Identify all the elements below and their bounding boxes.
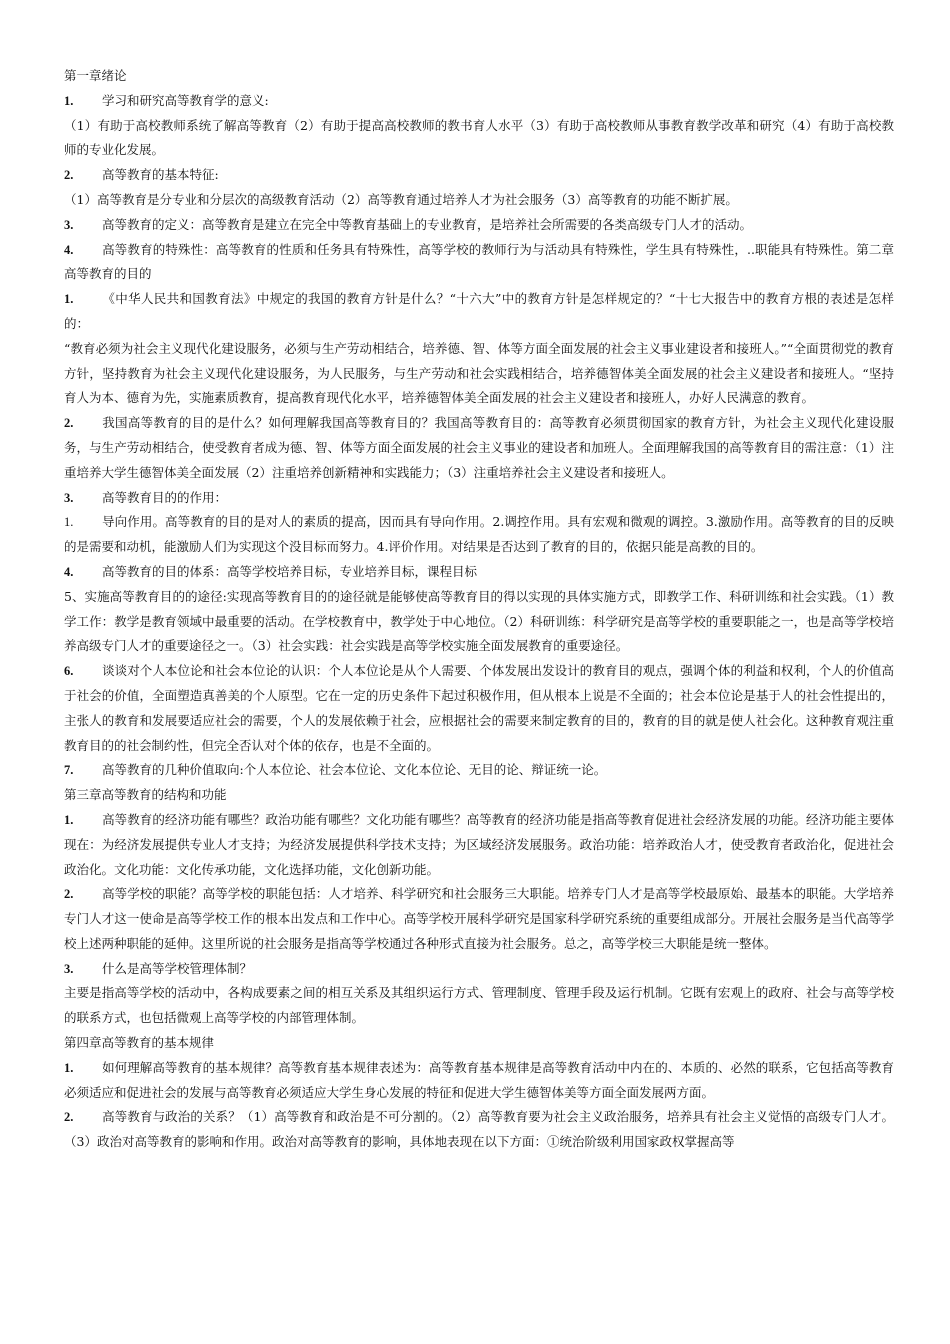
answer-text: 导向作用。高等教育的目的是对人的素质的提高，因而具有导向作用。2.调控作用。具有宏观和微观的调控。3.激励作用。高等教育的目的反映的是需要和动机，能激励人们为实现这个没目标而努力。4.评价作用。对结果是否达到了教育的目的，依据只能是高教的目的。 bbox=[64, 514, 894, 555]
item-number: 2. bbox=[64, 168, 74, 183]
chapter-title: 第一章绪论 bbox=[64, 68, 127, 83]
item-number: 1. bbox=[64, 812, 74, 827]
question-text: 如何理解高等教育的基本规律？高等教育基本规律表述为：高等教育基本规律是高等教育活动中内在的、本质的、必然的联系，它包括高等教育必须适应和促进社会的发展与高等教育必须适应大学生身心发展的特征和促进大学生德智体美等方面全面发展两方面。 bbox=[64, 1059, 894, 1100]
question bbox=[64, 957, 894, 982]
item-number: 1. bbox=[64, 1060, 74, 1075]
question bbox=[64, 238, 894, 288]
question: 5、实施高等教育目的的途径:实现高等教育目的的途径就是能够使高等教育目的得以实现的具体实施方式，即教学工作、科研训练和社会实践。（1）教学工作：教学是教育领域中最重要的活动。在学校教育中，教学处于中心地位。（2）科研训练：科学研究是高等学校的重要职能之一，也是高等学校培养高级专门人才的重要途径之一。（3）社会实践：社会实践是高等学校实施全面发展教育的重要途径。 bbox=[64, 588, 894, 654]
item-number: 1. bbox=[64, 515, 74, 530]
question-text: 高等学校的职能？高等学校的职能包括：人才培养、科学研究和社会服务三大职能。培养专门人才是高等学校最原始、最基本的职能。大学培养专门人才这一使命是高等学校工作的根本出发点和工作中心。高等学校开展科学研究是国家科学研究系统的重要组成部分。开展社会服务是当代高等学校上述两种职能的延伸。这里所说的社会服务是指高等学校通过各种形式直接为社会服务。总之，高等学校三大职能是统一整体。 bbox=[64, 886, 894, 951]
question bbox=[64, 213, 894, 238]
item-number: 2. bbox=[64, 887, 74, 902]
item-number: 3. bbox=[64, 490, 74, 505]
question-text: 高等教育的定义：高等教育是建立在完全中等教育基础上的专业教育，是培养社会所需要的各类高级专门人才的活动。 bbox=[102, 216, 753, 232]
question-text: 《中华人民共和国教育法》中规定的我国的教育方针是什么？“十六大”中的教育方针是怎样规定的？“十七大报告中的教育方根的表述是怎样的： bbox=[64, 291, 894, 331]
question-text: 高等教育的经济功能有哪些？政治功能有哪些？文化功能有哪些？高等教育的经济功能是指高等教育促进社会经济发展的功能。经济功能主要体现在：为经济发展提供专业人才支持；为经济发展提供科学技术支持；为区域经济发展服务。政治功能：培养政治人才，使受教育者政治化，促进社会政治化。文化功能：文化传承功能，文化选择功能，文化创新功能。 bbox=[64, 811, 894, 877]
question bbox=[64, 1056, 894, 1106]
question bbox=[64, 287, 894, 337]
question bbox=[64, 758, 894, 783]
chapter-title: 第三章高等教育的结构和功能 bbox=[64, 787, 227, 803]
question bbox=[64, 163, 894, 188]
question bbox=[64, 411, 894, 485]
question-text: 高等教育的特殊性：高等教育的性质和任务具有特殊性，高等学校的教师行为与活动具有特殊性，学生具有特殊性，..职能具有特殊性。第二章高等教育的目的 bbox=[64, 241, 894, 282]
question-text: 高等教育的目的体系：高等学校培养目标，专业培养目标，课程目标 bbox=[102, 563, 478, 579]
question-text: 我国高等教育的目的是什么？如何理解我国高等教育目的？我国高等教育目的：高等教育必须贯彻国家的教育方针，为社会主义现代化建设服务，与生产劳动相结合，使受教育者成为德、智、体等方面全面发展的社会主义事业的建设者和加班人。全面理解我国的高等教育目的需注意：（1）注重培养大学生德智体美全面发展（2）注重培养创新精神和实践能力；（3）注重培养社会主义建设者和接班人。 bbox=[64, 415, 894, 480]
chapter-title: 第四章高等教育的基本规律 bbox=[64, 1035, 215, 1051]
answer: （1）高等教育是分专业和分层次的高级教育活动（2）高等教育通过培养人才为社会服务（3）高等教育的功能不断扩展。 bbox=[64, 191, 738, 207]
question-text: 谈谈对个人本位论和社会本位论的认识：个人本位论是从个人需要、个体发展出发设计的教育目的观点，强调个体的利益和权利，个人的价值高于社会的价值，全面塑造真善美的个人原型。它在一定的历史条件下起过积极作用，但从根本上说是不全面的；社会本位论是基于人的社会性提出的，主张人的教育和发展要适应社会的需要，个人的发展依赖于社会，应根据社会的需要来制定教育的目的，教育的目的就是使人社会化。这种教育观注重教育目的的社会制约性，但完全否认对个体的依存，也是不全面的。 bbox=[64, 663, 894, 753]
answer: （1）有助于高校教师系统了解高等教育（2）有助于提高高校教师的教书育人水平（3）有助于高校教师从事教育教学改革和研究（4）有助于高校教师的专业化发展。 bbox=[64, 117, 894, 158]
answer: “教育必须为社会主义现代化建设服务，必须与生产劳动相结合，培养德、智、体等方面全面发展的社会主义事业建设者和接班人。”“全面贯彻党的教育方针，坚持教育为社会主义现代化建设服务，为人民服务，与生产劳动和社会实践相结合，培养德智体美全面发展的社会主义建设者和接班人。“坚持育人为本、德育为先，实施素质教育，提高教育现代化水平，培养德智体美全面发展的社会主义建设者和接班人，办好人民满意的教育。 bbox=[64, 340, 894, 406]
question bbox=[64, 486, 894, 511]
question-text: 高等教育目的的作用： bbox=[102, 489, 228, 505]
question-text: 高等教育的基本特征: bbox=[102, 167, 219, 183]
item-number: 3. bbox=[64, 961, 74, 976]
question-text: 高等教育与政治的关系？（1）高等教育和政治是不可分割的。（2）高等教育要为社会主义政治服务，培养具有社会主义觉悟的高级专门人才。（3）政治对高等教育的影响和作用。政治对高等教育的影响，具体地表现在以下方面：①统治阶级利用国家政权掌握高等 bbox=[64, 1109, 894, 1150]
question bbox=[64, 1105, 894, 1155]
item-number: 6. bbox=[64, 664, 74, 679]
item-number: 7. bbox=[64, 763, 74, 778]
question bbox=[64, 560, 894, 585]
question bbox=[64, 89, 894, 114]
document-body bbox=[64, 64, 894, 1155]
question-text: 什么是高等学校管理体制？ bbox=[102, 960, 253, 976]
item-number: 1. bbox=[64, 93, 74, 108]
answer bbox=[64, 510, 894, 560]
item-number: 3. bbox=[64, 217, 74, 232]
question-text: 高等教育的几种价值取向:个人本位论、社会本位论、文化本位论、无目的论、辩证统一论。 bbox=[102, 762, 607, 778]
question-text: 学习和研究高等教育学的意义: bbox=[102, 92, 269, 108]
item-number: 2. bbox=[64, 1110, 74, 1125]
item-number: 4. bbox=[64, 564, 74, 579]
answer: 主要是指高等学校的活动中，各构成要素之间的相互关系及其组织运行方式、管理制度、管理手段及运行机制。它既有宏观上的政府、社会与高等学校的联系方式，也包括微观上高等学校的内部管理体制。 bbox=[64, 985, 894, 1026]
question bbox=[64, 882, 894, 956]
item-number: 1. bbox=[64, 292, 74, 307]
item-number: 2. bbox=[64, 416, 74, 431]
question bbox=[64, 659, 894, 758]
question bbox=[64, 808, 894, 882]
item-number: 4. bbox=[64, 242, 74, 257]
